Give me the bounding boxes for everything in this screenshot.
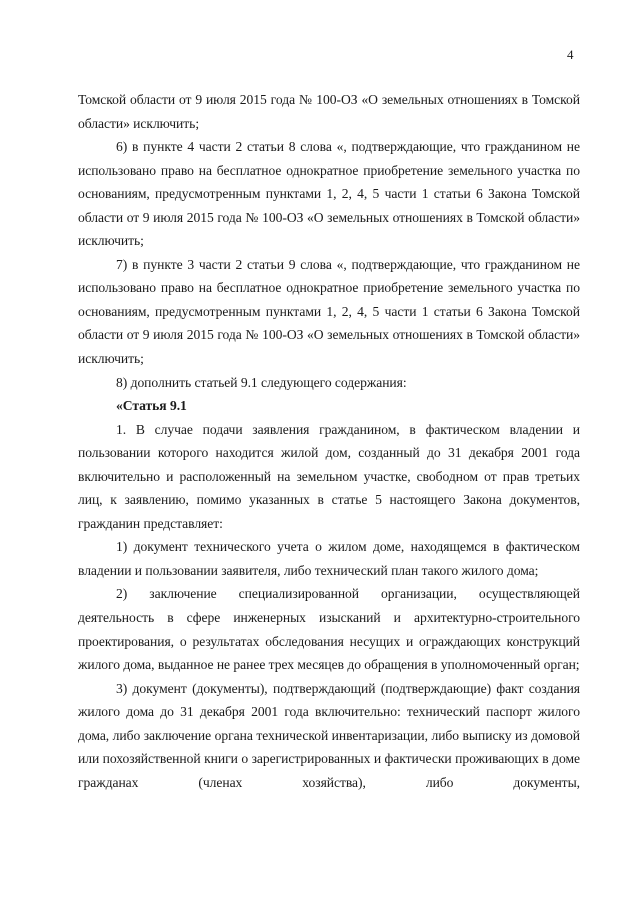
paragraph-item-7: 7) в пункте 3 части 2 статьи 9 слова «, подтверждающие, что гражданином не использовано право на бесплатное однократное приобретение земельного участка по основаниям, предусмотренным пунктами 1, 2, 4, 5 части 1 статьи 6 Закона Томской области от 9 июля 2015 года № 100-ОЗ «О земельных отношениях в Томской области» исключить; <box>78 256 580 367</box>
document-body <box>78 88 580 794</box>
paragraph-subitem-1: 1) документ технического учета о жилом доме, находящемся в фактическом владении и пользовании заявителя, либо технический план такого жилого дома; <box>78 539 580 578</box>
paragraph-item-8: 8) дополнить статьей 9.1 следующего содержания: <box>116 374 407 390</box>
paragraph-continuation: Томской области от 9 июля 2015 года № 100-ОЗ «О земельных отношениях в Томской области» исключить; <box>78 92 580 131</box>
paragraph-clause-1: 1. В случае подачи заявления гражданином, в фактическом владении и пользовании которого находится жилой дом, созданный до 31 декабря 2001 года включительно и расположенный на земельном участке, свободном от прав третьих лиц, к заявлению, помимо указанных в статье 5 настоящего Закона документов, гражданин представляет: <box>78 421 580 531</box>
article-heading: «Статья 9.1 <box>116 398 187 414</box>
paragraph-subitem-3: 3) документ (документы), подтверждающий (подтверждающие) факт создания жилого дома до 31 декабря 2001 года включительно: технический паспорт жилого дома, либо заключение органа технической инвентаризации, либо выписку из домовой или похозяйственной книги о зарегистрированных и фактически проживающих в доме гражданах (членах хозяйства), либо документы, <box>78 680 580 790</box>
paragraph-subitem-2: 2) заключение специализированной организации, осуществляющей деятельность в сфере инженерных изысканий и архитектурно-строительного проектирования, о результатах обследования несущих и ограждающих конструкций жилого дома, выданное не ранее трех месяцев до обращения в уполномоченный орган; <box>78 586 580 673</box>
paragraph-item-6: 6) в пункте 4 части 2 статьи 8 слова «, подтверждающие, что гражданином не использовано право на бесплатное однократное приобретение земельного участка по основаниям, предусмотренным пунктами 1, 2, 4, 5 части 1 статьи 6 Закона Томской области от 9 июля 2015 года № 100-ОЗ «О земельных отношениях в Томской области» исключить; <box>78 139 580 249</box>
page-number: 4 <box>567 47 574 62</box>
